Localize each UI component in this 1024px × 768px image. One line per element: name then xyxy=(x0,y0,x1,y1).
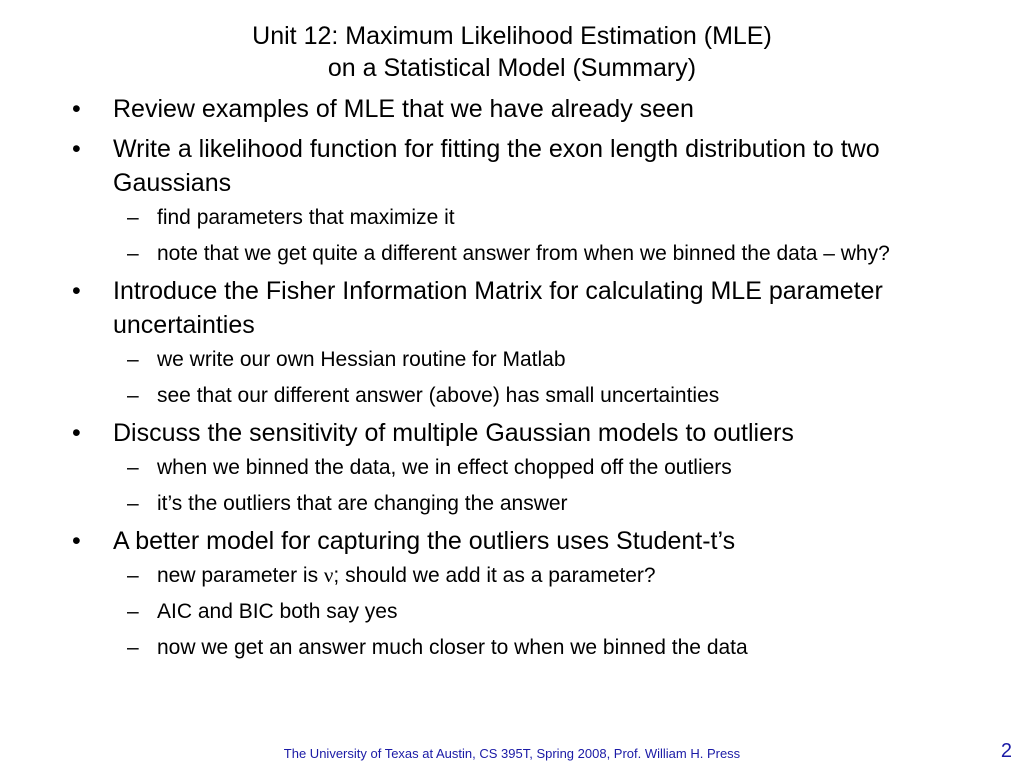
bullet-list xyxy=(72,92,952,662)
bullet-marker: • xyxy=(72,95,81,123)
sub-bullet-marker: – xyxy=(127,206,139,229)
sub-bullet-text-before: new parameter is xyxy=(157,564,324,587)
sub-bullet-text-after: ; should we add it as a parameter? xyxy=(333,564,656,587)
bullet-text: Review examples of MLE that we have already seen xyxy=(113,95,694,123)
bullet-item xyxy=(72,274,952,410)
sub-bullet-marker: – xyxy=(127,456,139,479)
sub-bullet-text: note that we get quite a different answer from when we binned the data – why? xyxy=(157,242,890,265)
bullet-item xyxy=(72,92,952,126)
sub-bullet-item xyxy=(113,203,952,232)
bullet-item xyxy=(72,132,952,268)
sub-bullet-marker: – xyxy=(127,384,139,407)
footer-credit: The University of Texas at Austin, CS 395T, Spring 2008, Prof. William H. Press xyxy=(283,746,741,761)
sub-bullet-text: we write our own Hessian routine for Matlab xyxy=(157,348,566,371)
sub-bullet-marker: – xyxy=(127,600,139,623)
sub-bullet-list xyxy=(113,561,952,662)
sub-bullet-text xyxy=(157,564,656,587)
sub-bullet-item xyxy=(113,453,952,482)
bullet-text: A better model for capturing the outliers uses Student-t’s xyxy=(113,527,736,555)
sub-bullet-marker: – xyxy=(127,348,139,371)
sub-bullet-list xyxy=(113,453,952,518)
slide-title-line-2: on a Statistical Model (Summary) xyxy=(327,54,697,82)
sub-bullet-item xyxy=(113,239,952,268)
sub-bullet-text: now we get an answer much closer to when we binned the data xyxy=(157,636,748,659)
bullet-marker: • xyxy=(72,419,81,447)
sub-bullet-list xyxy=(113,203,952,268)
nu-symbol: ν xyxy=(323,563,334,587)
page-number: 2 xyxy=(1000,740,1012,762)
bullet-item xyxy=(72,416,952,518)
bullet-marker: • xyxy=(72,527,81,555)
sub-bullet-marker: – xyxy=(127,564,139,587)
sub-bullet-item xyxy=(113,345,952,374)
sub-bullet-marker: – xyxy=(127,242,139,265)
sub-bullet-text: AIC and BIC both say yes xyxy=(157,600,398,623)
sub-bullet-text: it’s the outliers that are changing the answer xyxy=(157,492,568,515)
slide-title xyxy=(0,20,1024,84)
slide-title-line-1: Unit 12: Maximum Likelihood Estimation (MLE) xyxy=(252,22,772,50)
sub-bullet-text: find parameters that maximize it xyxy=(157,206,455,229)
sub-bullet-text: see that our different answer (above) has small uncertainties xyxy=(157,384,720,407)
bullet-marker: • xyxy=(72,135,81,163)
bullet-marker: • xyxy=(72,277,81,305)
sub-bullet-item xyxy=(113,381,952,410)
sub-bullet-item xyxy=(113,489,952,518)
bullet-text: Write a likelihood function for fitting the exon length distribution to two Gaussians xyxy=(113,135,880,197)
sub-bullet-list xyxy=(113,345,952,410)
sub-bullet-item xyxy=(113,597,952,626)
sub-bullet-marker: – xyxy=(127,636,139,659)
sub-bullet-marker: – xyxy=(127,492,139,515)
bullet-text: Introduce the Fisher Information Matrix for calculating MLE parameter uncertainties xyxy=(113,277,883,339)
bullet-text: Discuss the sensitivity of multiple Gaussian models to outliers xyxy=(113,419,794,447)
sub-bullet-item xyxy=(113,633,952,662)
sub-bullet-item xyxy=(113,561,952,590)
bullet-item xyxy=(72,524,952,662)
sub-bullet-text: when we binned the data, we in effect chopped off the outliers xyxy=(157,456,732,479)
